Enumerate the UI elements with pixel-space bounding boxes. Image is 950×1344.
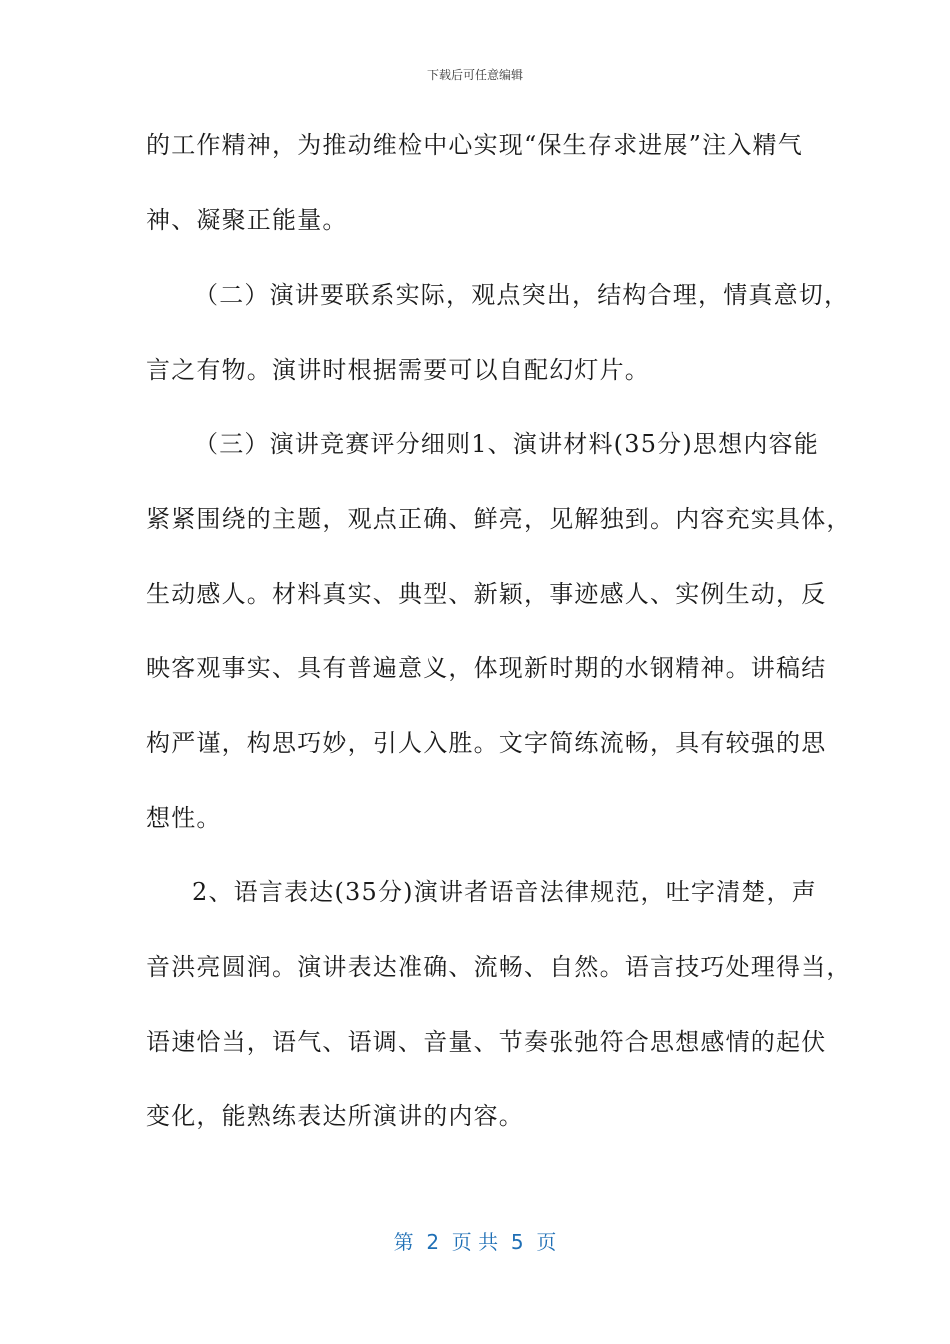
body-line: 语速恰当，语气、语调、音量、节奏张弛符合思想感情的起伏 — [146, 1028, 827, 1056]
body-line: 音洪亮圆润。演讲表达准确、流畅、自然。语言技巧处理得当， — [146, 953, 852, 981]
body-line: 言之有物。演讲时根据需要可以自配幻灯片。 — [146, 356, 650, 384]
body-line: 2、语言表达(35分)演讲者语音法律规范，吐字清楚，声 — [192, 878, 817, 906]
body-line: （三）演讲竞赛评分细则1、演讲材料(35分)思想内容能 — [194, 430, 819, 458]
body-line: 生动感人。材料真实、典型、新颖，事迹感人、实例生动，反 — [146, 580, 827, 608]
body-line: 神、凝聚正能量。 — [146, 206, 348, 234]
body-line: 映客观事实、具有普遍意义，体现新时期的水钢精神。讲稿结 — [146, 654, 827, 682]
page-header: 下载后可任意编辑 — [426, 68, 523, 82]
page-number-footer: 第 2 页 共 5 页 — [393, 1230, 557, 1254]
body-line: 想性。 — [146, 804, 222, 832]
body-line: 构严谨，构思巧妙，引人入胜。文字简练流畅，具有较强的思 — [146, 729, 827, 757]
body-line: 的工作精神，为推动维检中心实现“保生存求进展”注入精气 — [146, 131, 803, 159]
body-line: （二）演讲要联系实际，观点突出，结构合理，情真意切， — [194, 281, 850, 309]
body-line: 紧紧围绕的主题，观点正确、鲜亮，见解独到。内容充实具体， — [146, 505, 852, 533]
body-line: 变化，能熟练表达所演讲的内容。 — [146, 1102, 524, 1130]
